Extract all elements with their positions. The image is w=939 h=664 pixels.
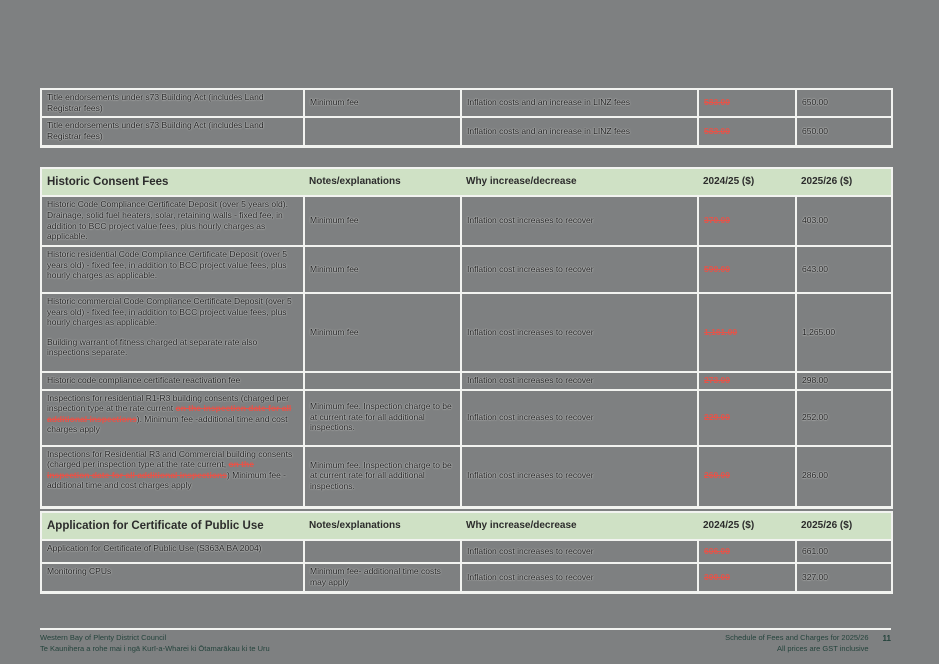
fee-2025-26-cell: 650.00: [796, 89, 892, 117]
table-row: [41, 563, 892, 592]
fee-item-text: ). Minimum fee -additional time and cost charges apply: [47, 413, 288, 435]
column-header-2025-26: 2025/26 ($): [796, 512, 892, 540]
fee-2025-26-cell: 650.00: [796, 117, 892, 146]
column-header-2025-26: 2025/26 ($): [796, 168, 892, 196]
notes-cell: Minimum fee- additional time costs may apply: [304, 563, 461, 592]
table-row: [41, 117, 892, 146]
fee-2024-25-cell: [698, 196, 796, 246]
fee-item-text: Inspections for residential R1-R3 building consents (charged per inspection type at the rate current: [47, 392, 289, 414]
section-header-row: [41, 512, 892, 540]
footer-org-maori-name: Te Kaunihera a rohe mai i ngā Kurī-a-Wharei ki Ōtamarākau ki te Uru: [40, 643, 270, 653]
fee-2025-26-cell: 252.00: [796, 390, 892, 446]
fee-2024-25-cell: [698, 89, 796, 117]
why-cell: Inflation cost increases to recover: [461, 293, 698, 372]
why-cell: Inflation cost increases to recover: [461, 540, 698, 563]
fee-item-text: Historic commercial Code Compliance Certificate Deposit (over 5 years old) - fixed fee, in addition to BCC project value fees, plus hourly charges as applicable.: [47, 295, 292, 328]
column-header-why: Why increase/decrease: [461, 512, 698, 540]
notes-cell: [304, 540, 461, 563]
footer-doc-title: Schedule of Fees and Charges for 2025/26: [725, 633, 869, 642]
fee-item-cell: [41, 390, 304, 446]
why-cell: Inflation costs and an increase in LINZ fees: [461, 89, 698, 117]
table-row: [41, 196, 892, 246]
footer-gst-note: All prices are GST inclusive: [776, 643, 869, 653]
fee-2024-25-cell: [698, 246, 796, 293]
column-header-notes: Notes/explanations: [304, 512, 461, 540]
why-cell: Inflation cost increases to recover: [461, 196, 698, 246]
fee-item-cell: Historic Code Compliance Certificate Deposit (over 5 years old). Drainage, solid fuel heaters, solar, retaining walls - fixed fee, in addition to BCC project value fees, plus hourly charges as applicable.: [41, 196, 304, 246]
fee-item-text: ) Minimum fee -additional time and cost charges apply: [47, 469, 286, 491]
why-cell: Inflation cost increases to recover: [461, 563, 698, 592]
table-row: [41, 293, 892, 372]
fee-item-cell: Historic code compliance certificate reactivation fee: [41, 372, 304, 390]
old-fee-value: 300.00: [704, 571, 730, 582]
fee-2025-26-cell: 661.00: [796, 540, 892, 563]
section-title: Application for Certificate of Public Use: [41, 512, 304, 540]
old-fee-value: 583.00: [704, 97, 730, 108]
old-fee-value: 370.00: [704, 215, 730, 226]
footer-doc-block: [725, 633, 868, 655]
table-row: [41, 446, 892, 508]
struck-out-text: on the inspection date for all additional inspections: [47, 459, 254, 480]
fee-2025-26-cell: 286.00: [796, 446, 892, 508]
fee-item-cell: Title endorsements under s73 Building Act (includes Land Registrar fees): [41, 89, 304, 117]
notes-cell: Minimum fee: [304, 293, 461, 372]
section-title: Historic Consent Fees: [41, 168, 304, 196]
table-row: [41, 372, 892, 390]
fee-item-cell: Monitoring CPUs: [41, 563, 304, 592]
old-fee-value: 229.00: [704, 411, 730, 422]
certificate-public-use-table: [40, 511, 893, 594]
notes-cell: Minimum fee. Inspection charge to be at current rate for all additional inspections.: [304, 390, 461, 446]
fee-2025-26-cell: 298.00: [796, 372, 892, 390]
notes-cell: Minimum fee: [304, 246, 461, 293]
fee-2025-26-cell: 643.00: [796, 246, 892, 293]
fee-2024-25-cell: [698, 372, 796, 390]
column-header-notes: Notes/explanations: [304, 168, 461, 196]
footer-divider: [40, 628, 891, 630]
old-fee-value: 1,161.00: [704, 326, 738, 337]
why-cell: Inflation cost increases to recover: [461, 372, 698, 390]
page-number: 11: [882, 634, 891, 643]
old-fee-value: 606.00: [704, 546, 730, 557]
fee-2024-25-cell: [698, 540, 796, 563]
table-row: [41, 89, 892, 117]
footer-org-block: [40, 633, 270, 655]
fee-2024-25-cell: [698, 390, 796, 446]
column-header-why: Why increase/decrease: [461, 168, 698, 196]
notes-cell: Minimum fee. Inspection charge to be at current rate for all additional inspections.: [304, 446, 461, 508]
table-row: [41, 390, 892, 446]
fee-item-cell: Historic residential Code Compliance Certificate Deposit (over 5 years old) - fixed fee, in addition to BCC project value fees, plus hourly charges as applicable.: [41, 246, 304, 293]
fee-2025-26-cell: 403.00: [796, 196, 892, 246]
title-endorsements-table: [40, 88, 893, 148]
fee-item-cell: Application for Certificate of Public Use (S363A BA 2004): [41, 540, 304, 563]
fee-item-note: Building warrant of fitness charged at separate rate also inspections separate.: [47, 336, 258, 358]
table-row: [41, 540, 892, 563]
page-footer: [40, 633, 891, 655]
fee-2025-26-cell: 327.00: [796, 563, 892, 592]
fee-2024-25-cell: [698, 563, 796, 592]
why-cell: Inflation cost increases to recover: [461, 446, 698, 508]
old-fee-value: 273.00: [704, 374, 730, 385]
notes-cell: [304, 372, 461, 390]
footer-org-name: Western Bay of Plenty District Council: [40, 633, 167, 642]
column-header-2024-25: 2024/25 ($): [698, 168, 796, 196]
historic-consent-fees-table: [40, 167, 893, 509]
fee-2024-25-cell: [698, 446, 796, 508]
fee-item-text: Inspections for Residential R3 and Commercial building consents (charged per inspection type at the rate current,: [47, 448, 293, 470]
fee-2024-25-cell: [698, 117, 796, 146]
table-row: [41, 246, 892, 293]
fee-2024-25-cell: [698, 293, 796, 372]
fee-2025-26-cell: 1,265.00: [796, 293, 892, 372]
notes-cell: Minimum fee: [304, 196, 461, 246]
why-cell: Inflation cost increases to recover: [461, 246, 698, 293]
old-fee-value: 583.00: [704, 125, 730, 136]
notes-cell: [304, 117, 461, 146]
why-cell: Inflation cost increases to recover: [461, 390, 698, 446]
fee-item-cell: [41, 446, 304, 508]
old-fee-value: 260.00: [704, 470, 730, 481]
old-fee-value: 590.00: [704, 263, 730, 274]
section-header-row: [41, 168, 892, 196]
column-header-2024-25: 2024/25 ($): [698, 512, 796, 540]
struck-out-text: on the inspection date for all additional inspections: [47, 403, 292, 424]
why-cell: Inflation costs and an increase in LINZ fees: [461, 117, 698, 146]
fee-item-cell: [41, 293, 304, 372]
fee-item-cell: Title endorsements under s73 Building Act (includes Land Registrar fees): [41, 117, 304, 146]
notes-cell: Minimum fee: [304, 89, 461, 117]
